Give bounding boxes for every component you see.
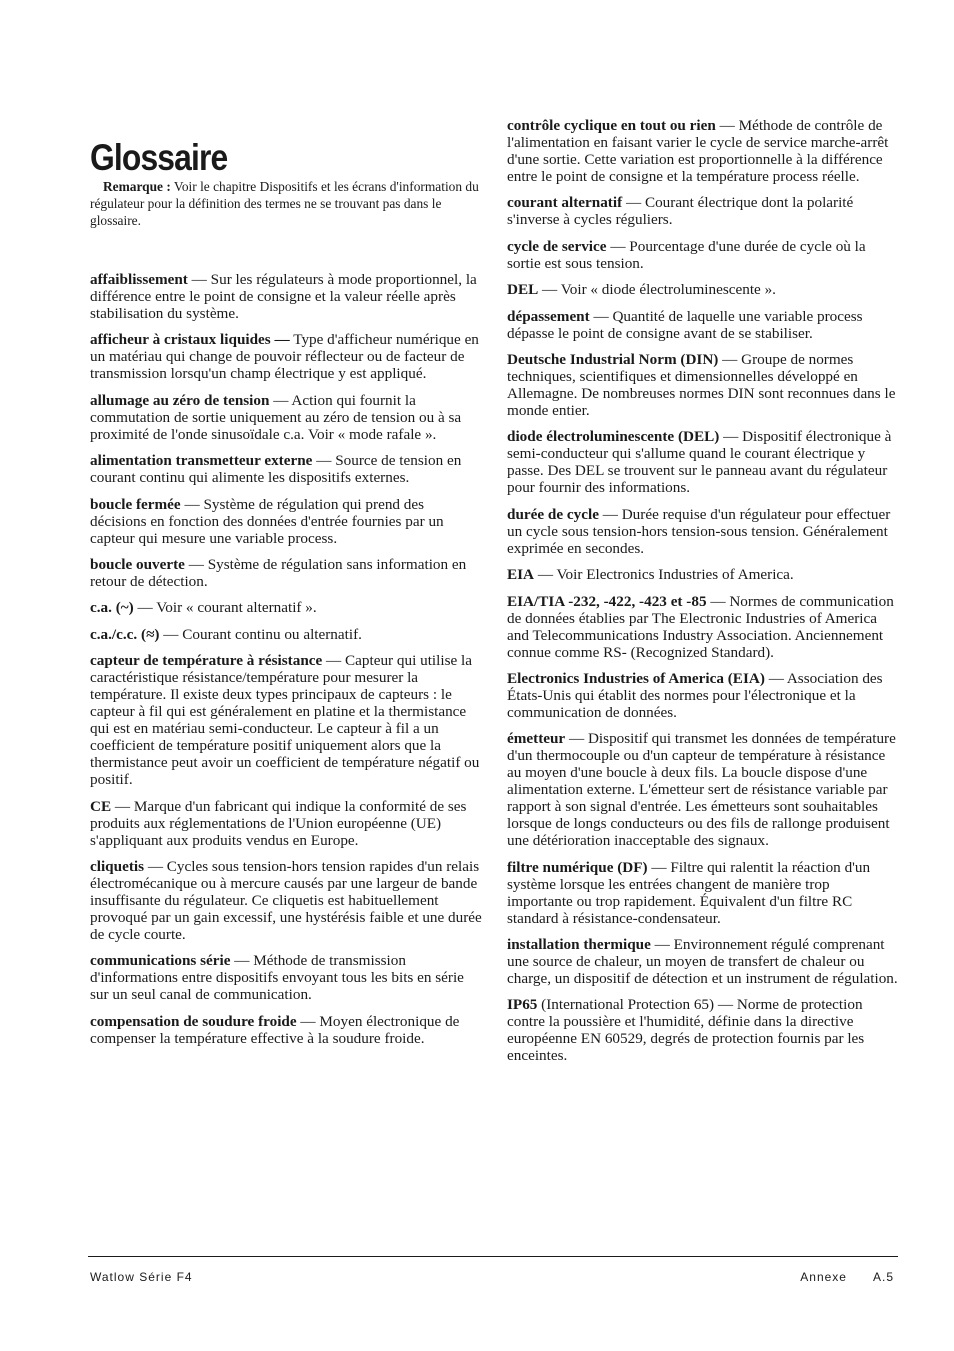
- glossary-column-right: [507, 117, 899, 1074]
- glossary-entry: [507, 730, 899, 849]
- entry-term: capteur de température à résistance: [90, 652, 323, 670]
- entry-term: cycle de service: [507, 237, 607, 255]
- glossary-entry: [507, 194, 899, 228]
- glossary-entry: [507, 670, 899, 721]
- entry-definition: — Capteur qui utilise la caractéristique résistance/température pour mesurer la température. Il existe deux types principaux de capteurs : le capteur à fil qui est généralement en platine et la thermistance qui est en matériau semi-conducteur. Le capteur à fil a un coefficient de température positif uniquement alors que la thermistance peut avoir un coefficient de température négatif ou positif.: [90, 652, 480, 789]
- entry-definition: (International Protection 65) — Norme de protection contre la poussière et l'humidité, définie dans la directive européenne EN 60529, degrés de protection fournis par les enceintes.: [507, 996, 865, 1065]
- entry-definition: — Association des États-Unis qui établit des normes pour l'électronique et la communication de données.: [507, 669, 883, 721]
- glossary-entry: [507, 281, 899, 298]
- glossary-entry: [90, 556, 482, 590]
- entry-definition: — Dispositif électronique à semi-conducteur qui s'allume quand le courant électrique y passe. Des DEL se trouvent sur le panneau avant du régulateur pour fournir des informations.: [507, 428, 892, 497]
- footer-page-info: [800, 1270, 894, 1284]
- entry-term: cliquetis: [90, 857, 145, 875]
- entry-definition: — Marque d'un fabricant qui indique la conformité de ses produits aux réglementations de l'Union européenne (UE) s'appliquant aux produits vendus en Europe.: [90, 797, 467, 849]
- entry-definition: — Voir « diode électroluminescente ».: [538, 281, 776, 299]
- entry-definition: — Système de régulation qui prend des décisions en fonction des données d'entrée fournies par un capteur qui mesure une variable process.: [90, 495, 444, 547]
- entry-term: c.a. (~): [90, 599, 134, 617]
- glossary-entry: [90, 271, 482, 322]
- entry-term: durée de cycle: [507, 505, 599, 523]
- glossary-entry: [507, 428, 899, 496]
- glossary-entry: [90, 331, 482, 382]
- entry-term: compensation de soudure froide: [90, 1012, 297, 1030]
- entry-definition: — Pourcentage d'une durée de cycle où la sortie est sous tension.: [507, 237, 866, 272]
- entry-definition: — Voir Electronics Industries of America.: [534, 566, 794, 584]
- entry-definition: — Durée requise d'un régulateur pour effectuer un cycle sous tension-hors tension-sous tension. Généralement exprimée en secondes.: [507, 505, 891, 557]
- entry-term: filtre numérique (DF): [507, 858, 648, 876]
- entry-term: allumage au zéro de tension: [90, 391, 270, 409]
- entry-definition: — Environnement régulé comprenant une source de chaleur, un moyen de transfert de chaleur ou charge, un dispositif de détection et un instrument de régulation.: [507, 936, 898, 988]
- footer-section: Annexe: [800, 1270, 847, 1284]
- glossary-entry: [90, 496, 482, 547]
- glossary-entry: [90, 652, 482, 788]
- glossary-entry: [90, 392, 482, 443]
- entry-term: EIA/TIA -232, -422, -423 et -85: [507, 592, 707, 610]
- entry-term: boucle fermée: [90, 495, 181, 513]
- entry-definition: — Moyen électronique de compenser la température effective à la soudure froide.: [90, 1012, 460, 1047]
- entry-term: affaiblissement: [90, 271, 188, 288]
- glossary-entry: [507, 117, 899, 185]
- glossary-entry: [507, 936, 899, 987]
- entry-term: communications série: [90, 952, 231, 970]
- glossary-entry: [90, 452, 482, 486]
- entry-definition: — Méthode de transmission d'informations entre dispositifs envoyant tous les bits en série sur un seul canal de communication.: [90, 952, 464, 1004]
- footer-product: Watlow Série F4: [90, 1270, 193, 1284]
- entry-term: Electronics Industries of America (EIA): [507, 669, 765, 687]
- note-text: Voir le chapitre Dispositifs et les écrans d'information du régulateur pour la définition des termes ne se trouvant pas dans le glossaire.: [90, 179, 479, 228]
- entry-definition: — Quantité de laquelle une variable process dépasse le point de consigne avant de se stabiliser.: [507, 307, 863, 342]
- glossary-entry: [507, 859, 899, 927]
- entry-term: CE: [90, 797, 112, 815]
- entry-term: diode électroluminescente (DEL): [507, 428, 720, 446]
- page-number: A.5: [872, 1270, 894, 1284]
- entry-term: dépassement: [507, 307, 590, 325]
- glossary-entry: [90, 798, 482, 849]
- entry-term: alimentation transmetteur externe: [90, 452, 313, 470]
- entry-term: installation thermique: [507, 936, 651, 954]
- glossary-entry: [90, 599, 482, 616]
- glossary-entry: [507, 308, 899, 342]
- glossary-entry: [90, 1013, 482, 1047]
- note-label: Remarque :: [103, 179, 171, 194]
- glossary-entry: [507, 593, 899, 661]
- note: [90, 178, 482, 229]
- glossary-entry: [507, 238, 899, 272]
- entry-term: c.a./c.c. (≈): [90, 625, 160, 643]
- entry-definition: — Source de tension en courant continu qui alimente les dispositifs externes.: [90, 452, 462, 487]
- entry-term: EIA: [507, 566, 535, 584]
- glossary-entry: [90, 858, 482, 943]
- entry-definition: — Filtre qui ralentit la réaction d'un système lorsque les entrées changent de manière trop importante ou trop rapidement. Équivalent d'un filtre RC standard à résistance-condensateur.: [507, 858, 871, 927]
- entry-term: DEL: [507, 281, 539, 299]
- entry-definition: Type d'afficheur numérique en un matériau qui change de pouvoir réflecteur ou de facteur de transmission lorsqu'un champ électrique y est appliqué.: [90, 331, 479, 383]
- entry-definition: — Normes de communication de données établies par The Electronic Industries of America and Telecommunications Industry Association. Anciennement connue comme RS- (Recognized Standard).: [507, 592, 894, 661]
- glossary-entry: [507, 351, 899, 419]
- entry-definition: — Action qui fournit la commutation de sortie uniquement au zéro de tension ou à sa proximité de l'onde sinusoïdale c.a. Voir « mode rafale ».: [90, 391, 462, 443]
- entry-definition: — Cycles sous tension-hors tension rapides d'un relais électromécanique ou à mercure causés par une largeur de bande insuffisante du régulateur. Ce cliquetis est habituellement provoqué par un gain excessif, une hystérésis faible et une durée de cycle courte.: [90, 857, 482, 943]
- glossary-entry: [507, 996, 899, 1064]
- entry-definition: — Sur les régulateurs à mode proportionnel, la différence entre le point de consigne et la valeur réelle après stabilisation du système.: [90, 271, 477, 322]
- footer-divider: [88, 1256, 898, 1257]
- page-title: Glossaire: [90, 136, 228, 178]
- glossary-column-left: [90, 271, 482, 1056]
- entry-definition: — Dispositif qui transmet les données de température d'un thermocouple ou d'un capteur de température à résistance au moyen d'une boucle à deux fils. La boucle dispose d'une alimentation externe. L'émetteur sert de résistance variable par rapport à son signal d'entrée. Les émetteurs sont souhaitables lorsque de longs conducteurs ou des fils de rallonge produisent une détérioration inacceptable des signaux.: [507, 730, 896, 850]
- entry-definition: — Courant électrique dont la polarité s'inverse à cycles réguliers.: [507, 194, 854, 229]
- entry-term: Deutsche Industrial Norm (DIN): [507, 350, 719, 368]
- entry-definition: — Groupe de normes techniques, scientifiques et dimensionnelles développé en Allemagne. De nombreuses normes DIN sont reconnues dans le monde entier.: [507, 350, 896, 419]
- glossary-entry: [507, 566, 899, 583]
- entry-term: IP65: [507, 996, 538, 1014]
- glossary-entry: [90, 952, 482, 1003]
- entry-definition: — Système de régulation sans information en retour de détection.: [90, 555, 467, 590]
- entry-definition: — Voir « courant alternatif ».: [133, 599, 317, 617]
- entry-definition: — Courant continu ou alternatif.: [159, 625, 362, 643]
- glossary-entry: [90, 626, 482, 643]
- entry-term: courant alternatif: [507, 194, 623, 212]
- entry-definition: — Méthode de contrôle de l'alimentation en faisant varier le cycle de service marche-arrêt d'une sortie. Cette variation est proportionnelle à la différence entre le point de consigne et la température process réelle.: [507, 117, 889, 185]
- entry-term: afficheur à cristaux liquides —: [90, 331, 290, 349]
- entry-term: contrôle cyclique en tout ou rien: [507, 117, 716, 134]
- entry-term: émetteur: [507, 730, 566, 748]
- entry-term: boucle ouverte: [90, 555, 185, 573]
- glossary-entry: [507, 506, 899, 557]
